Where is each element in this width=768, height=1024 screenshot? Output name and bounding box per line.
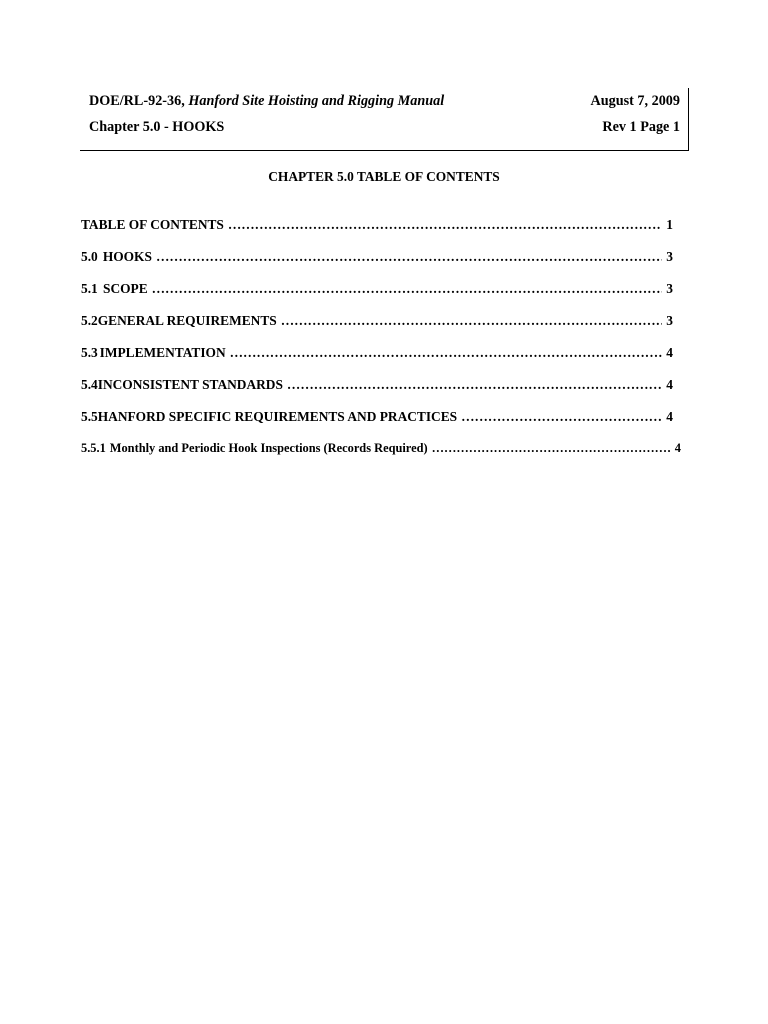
toc-entry-number: 5.5.1 <box>81 441 106 455</box>
toc-title: CHAPTER 5.0 TABLE OF CONTENTS <box>268 169 500 184</box>
toc-leader-dots <box>461 409 662 425</box>
toc-entry[interactable] <box>81 249 673 267</box>
toc-entry-label: HANFORD SPECIFIC REQUIREMENTS AND PRACTICES <box>97 409 458 424</box>
toc-entry[interactable] <box>81 313 673 331</box>
doc-date: August 7, 2009 <box>590 93 680 109</box>
toc-entry[interactable] <box>81 217 673 235</box>
toc-entry-number: 5.2 <box>81 313 98 328</box>
toc-entry-label: TABLE OF CONTENTS <box>81 217 224 232</box>
doc-id: DOE/RL-92-36, <box>89 93 185 109</box>
toc-leader-dots <box>230 345 663 361</box>
toc-entry[interactable] <box>81 377 673 395</box>
toc-entry-label: HOOKS <box>102 249 152 264</box>
toc-entry[interactable] <box>81 281 673 299</box>
toc-leader-dots <box>152 281 663 297</box>
toc-entry-number: 5.5 <box>81 409 98 424</box>
toc-entry-page: 1 <box>666 217 673 232</box>
header-row-2 <box>89 119 680 136</box>
toc-entry-label: IMPLEMENTATION <box>99 345 226 360</box>
toc-entry-page: 3 <box>666 313 673 328</box>
toc-entry-page: 4 <box>674 441 681 455</box>
toc-entry-number: 5.0 <box>81 249 98 264</box>
chapter-label: Chapter 5.0 - HOOKS <box>89 119 225 135</box>
toc-leader-dots <box>228 217 662 233</box>
toc-entry-page: 4 <box>666 377 673 392</box>
toc-entry-number: 5.4 <box>81 377 98 392</box>
toc-entry-label: SCOPE <box>103 281 148 296</box>
toc-entry-label: Monthly and Periodic Hook Inspections (Records Required) <box>109 441 428 455</box>
toc-entry-label: INCONSISTENT STANDARDS <box>97 377 283 392</box>
toc-leader-dots <box>281 313 663 329</box>
doc-title: Hanford Site Hoisting and Rigging Manual <box>188 93 445 109</box>
toc-entry[interactable] <box>81 345 673 363</box>
toc-entry-page: 4 <box>666 409 673 424</box>
toc-leader-dots <box>432 441 671 456</box>
header-row-1 <box>89 93 680 110</box>
page-header <box>80 88 689 151</box>
toc-entry-page: 4 <box>666 345 673 360</box>
toc-entry[interactable] <box>81 441 681 459</box>
toc-entry-number: 5.1 <box>81 281 98 296</box>
toc-entry-page: 3 <box>666 281 673 296</box>
toc-leader-dots <box>287 377 662 393</box>
revision-page: Rev 1 Page 1 <box>602 119 680 135</box>
toc-entry-page: 3 <box>666 249 673 264</box>
toc-entry-number: 5.3 <box>81 345 98 360</box>
toc-entry-label: GENERAL REQUIREMENTS <box>97 313 277 328</box>
toc-entry[interactable] <box>81 409 673 427</box>
toc-leader-dots <box>156 249 662 265</box>
